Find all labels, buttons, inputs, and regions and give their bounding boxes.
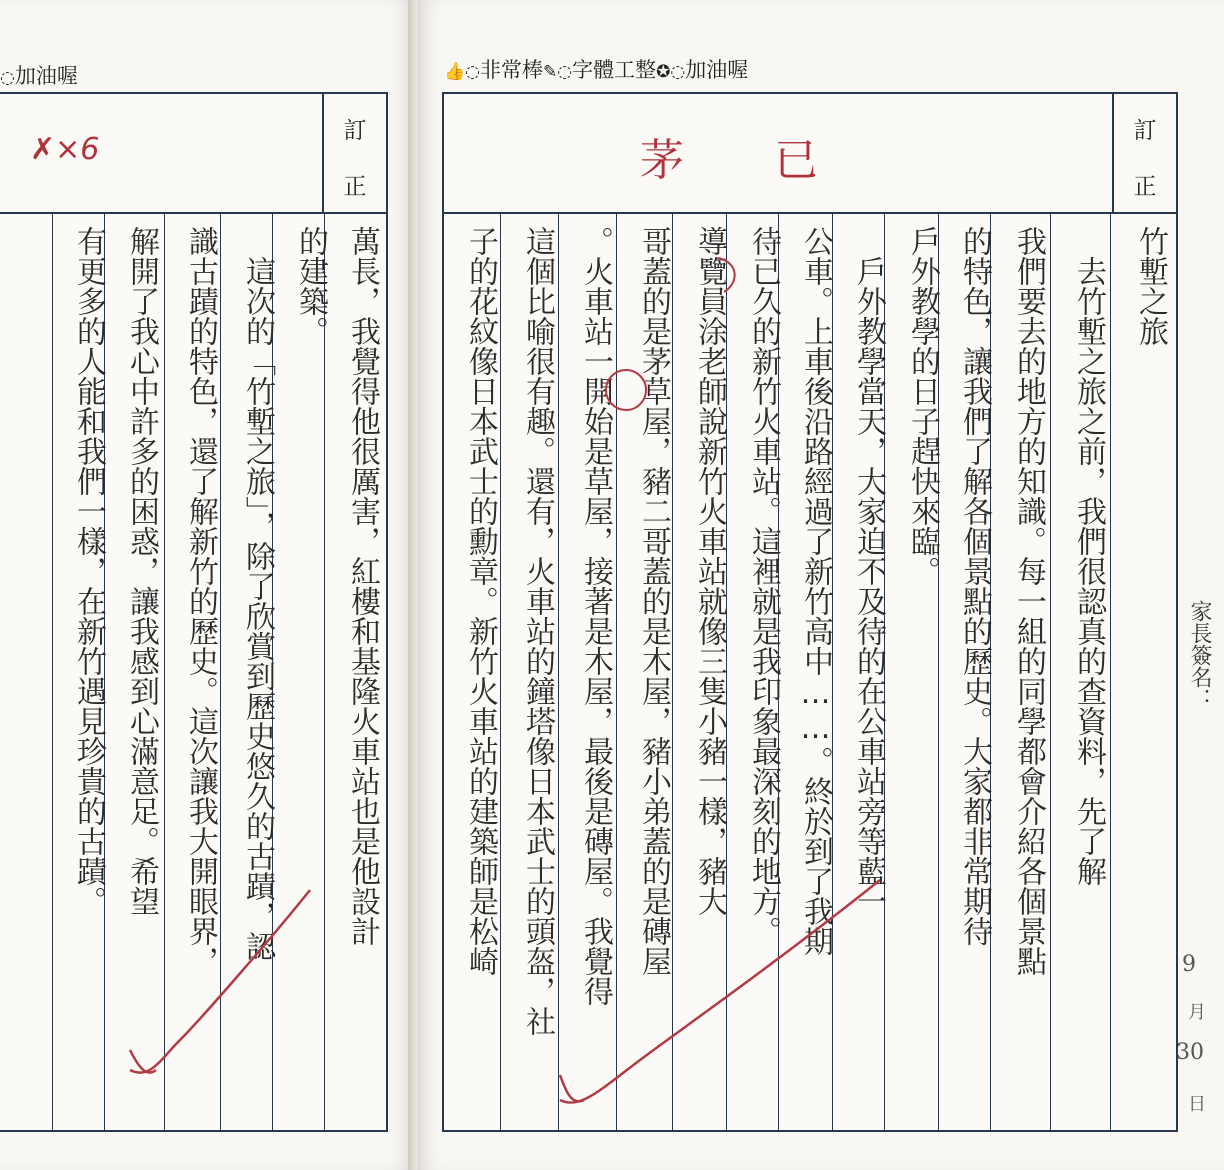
grid-line bbox=[52, 212, 53, 1130]
text-column-7: 待已久的新竹火車站。這裡就是我印象最深刻的地方。 bbox=[746, 226, 781, 946]
text-column-2: 我們要去的地方的知識。每一組的同學都會介紹各個景點 bbox=[1011, 226, 1046, 976]
header-great: 非常棒 bbox=[480, 58, 544, 82]
left-page bbox=[0, 0, 412, 1170]
date-day: 30 bbox=[1176, 1040, 1204, 1065]
red-correction-stroke bbox=[710, 252, 750, 298]
text-column-8: 導覽員涂老師說新竹火車站就像三隻小豬一樣，豬大 bbox=[692, 226, 727, 916]
right-page bbox=[420, 0, 1224, 1170]
red-check-mark bbox=[120, 880, 320, 1090]
apple-icon: ◌ bbox=[670, 62, 686, 82]
text-column-3: 這次的「竹塹之旅」，除了欣賞到歷史悠久的古蹟，認 bbox=[240, 226, 275, 961]
correction-label-bottom: 正 bbox=[1133, 174, 1157, 200]
correction-label-top: 訂 bbox=[343, 118, 367, 144]
text-column-11: 這個比喻很有趣。還有，火車站的鐘塔像日本武士的頭盔，社 bbox=[520, 226, 555, 1036]
red-check-mark bbox=[550, 860, 890, 1120]
pencil-icon: ✎ bbox=[543, 62, 558, 82]
apple-icon: ◌ bbox=[557, 62, 573, 82]
text-column-4: 戶外教學的日子趕快來臨。 bbox=[905, 226, 940, 586]
apple-icon: ◌ bbox=[465, 62, 481, 82]
grid-line bbox=[1110, 212, 1111, 1130]
left-header-text: 加油喔 bbox=[14, 64, 78, 88]
grid-line bbox=[500, 212, 501, 1130]
header-neat: 字體工整 bbox=[572, 58, 657, 82]
text-column-10: 。火車站一開始是草屋，接著是木屋，最後是磚屋。我覺得 bbox=[578, 226, 613, 1006]
grid-line bbox=[1050, 212, 1051, 1130]
text-column-6: 公車。上車後沿路經過了新竹高中……。終於到了我期 bbox=[798, 226, 833, 956]
text-column-1: 萬長，我覺得他很厲害，紅樓和基隆火車站也是他設計 bbox=[345, 226, 380, 946]
text-column-4: 識古蹟的特色，還了解新竹的歷史。這次讓我大開眼界， bbox=[183, 226, 218, 976]
correction-label-top: 訂 bbox=[1133, 118, 1157, 144]
text-column-2: 的建築。 bbox=[293, 226, 328, 346]
left-correction-row bbox=[0, 94, 386, 214]
date-month: 9 bbox=[1182, 952, 1196, 977]
runner-icon: ✪ bbox=[656, 62, 671, 82]
red-circle-mark bbox=[602, 366, 652, 416]
text-column-1: 去竹塹之旅之前，我們很認真的查資料，先了解 bbox=[1071, 226, 1106, 886]
essay-title: 竹塹之旅 bbox=[1133, 226, 1168, 346]
right-header bbox=[444, 54, 748, 84]
text-column-5: 戶外教學當天，大家迫不及待的在公車站旁等藍一 bbox=[851, 226, 886, 916]
text-column-5: 解開了我心中許多的困惑，讓我感到心滿意足。希望 bbox=[124, 226, 159, 916]
right-correction-row bbox=[444, 94, 1176, 214]
text-column-9: 哥蓋的是茅草屋，豬二哥蓋的是木屋，豬小弟蓋的是磚屋 bbox=[636, 226, 671, 976]
grid-line bbox=[324, 212, 325, 1130]
text-column-12: 子的花紋像日本武士的勳章。新竹火車站的建築師是松崎 bbox=[463, 226, 498, 976]
left-correction-label bbox=[322, 94, 386, 212]
teacher-correction-text: 茅已 bbox=[640, 135, 908, 186]
text-column-6: 有更多的人能和我們一樣，在新竹遇見珍貴的古蹟。 bbox=[71, 226, 106, 916]
header-keep-going: 加油喔 bbox=[685, 58, 749, 82]
date-month-unit: 月 bbox=[1188, 1002, 1206, 1023]
teacher-correction-mark: ✗×6 bbox=[30, 132, 100, 167]
right-correction-label bbox=[1112, 94, 1176, 212]
thumbs-up-icon: 👍 bbox=[444, 62, 466, 82]
correction-label-bottom: 正 bbox=[343, 174, 367, 200]
date-day-unit: 日 bbox=[1188, 1094, 1206, 1115]
left-header bbox=[0, 60, 78, 90]
parent-signature-label: 家長簽名： bbox=[1187, 600, 1212, 710]
text-column-3: 的特色，讓我們了解各個景點的歷史。大家都非常期待 bbox=[957, 226, 992, 946]
apple-icon: ◌ bbox=[0, 68, 15, 88]
